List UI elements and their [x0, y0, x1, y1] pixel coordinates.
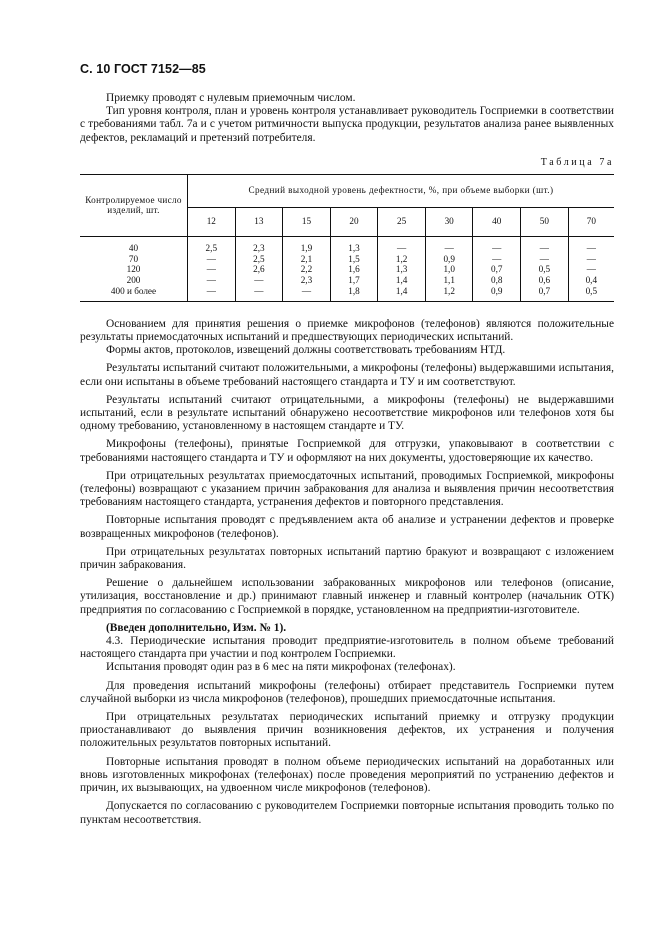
table-cell: 1,0: [425, 264, 473, 275]
table-cell: 2,1: [283, 254, 331, 265]
table-cell: —: [188, 275, 236, 286]
table-cell: —: [235, 286, 283, 301]
paragraph: 4.3. Периодические испытания проводит предприятие-изготовитель в полном объеме требований настоящего стандарта при участии и под контролем Госприемки.: [80, 635, 614, 661]
table-row: [80, 254, 614, 265]
paragraph: При отрицательных результатах повторных испытаний партию бракуют и возвращают с изложением причин забракования.: [80, 545, 614, 572]
table-cell: 1,3: [330, 236, 378, 253]
row-label: 70: [80, 254, 188, 265]
column-header: 40: [473, 207, 521, 236]
table-cell: —: [586, 264, 596, 275]
table-cell: 2,3: [283, 275, 331, 286]
document-body: [80, 92, 614, 827]
row-label: 400 и более: [80, 286, 188, 301]
paragraph: Тип уровня контроля, план и уровень контроля устанавливает руководитель Госприемки в соответствии с требованиями табл. 7а и с учетом ритмичности выпуска продукции, результатов анализа ранее выявленных дефектов, рекламаций и претензий потребителя.: [80, 105, 614, 144]
row-label: 120: [80, 264, 188, 275]
column-header: 20: [330, 207, 378, 236]
table-cell: 2,5: [235, 254, 283, 265]
paragraph: Для проведения испытаний микрофоны (телефоны) отбирает представитель Госприемки путем случайной выборки из числа микрофонов (телефонов), прошедших приемосдаточные испытания.: [80, 679, 614, 705]
table-cell: 0,7: [473, 264, 521, 275]
table-cell: —: [521, 254, 569, 265]
paragraph: Основанием для принятия решения о приемке микрофонов (телефонов) являются положительные результаты приемосдаточных испытаний и предшествующих периодических испытаний.: [80, 317, 614, 343]
table-cell: —: [188, 264, 236, 275]
column-header: 25: [378, 207, 426, 236]
table-cell: —: [283, 286, 331, 301]
column-header: 70: [568, 207, 614, 236]
column-header: 50: [521, 207, 569, 236]
table-cell: —: [521, 236, 569, 253]
table-cell: —: [425, 236, 473, 253]
table-cell: 0,4: [585, 275, 598, 286]
table-cell: 1,9: [283, 236, 331, 253]
table-cell: 0,5: [521, 264, 569, 275]
column-header: 13: [235, 207, 283, 236]
amendment-note: (Введен дополнительно, Изм. № 1).: [106, 621, 287, 634]
table-cell: —: [586, 242, 596, 253]
paragraph: Результаты испытаний считают отрицательными, а микрофоны (телефоны) не выдержавшими испытаний, если в результате испытаний обнаружено несоответствие микрофонов или телефонов хотя бы одному требованию, установленному в настоящем стандарте и ТУ.: [80, 393, 614, 433]
table-cell: —: [188, 286, 236, 301]
paragraph: Результаты испытаний считают положительными, а микрофоны (телефоны) выдержавшими испытания, если они испытаны в объеме требований настоящего стандарта и ТУ и им соответствуют.: [80, 362, 614, 388]
page-header: С. 10 ГОСТ 7152—85: [80, 62, 206, 76]
table-row: [80, 236, 614, 253]
column-header: 30: [425, 207, 473, 236]
table-cell: 0,6: [521, 275, 569, 286]
table-row: [80, 264, 614, 275]
table-cell: 1,2: [425, 286, 473, 301]
table-cell: 2,2: [283, 264, 331, 275]
table-cell: 1,5: [330, 254, 378, 265]
paragraph: Микрофоны (телефоны), принятые Госприемкой для отгрузки, упаковывают в соответствии с требованиями настоящего стандарта и ТУ и оформляют на них документы, удостоверяющие их качество.: [80, 438, 614, 464]
paragraph: Повторные испытания проводят с предъявлением акта об анализе и устранении дефектов и проверке возвращенных микрофонов (телефонов).: [80, 514, 614, 540]
paragraph: Формы актов, протоколов, извещений должны соответствовать требованиям НТД.: [106, 344, 506, 357]
table-span-header: Средний выходной уровень дефектности, %, при объеме выборки (шт.): [188, 174, 615, 207]
table-stub-header: Контролируемое число изделий, шт.: [80, 174, 188, 236]
table-cell: 1,7: [330, 275, 378, 286]
table-cell: 1,8: [330, 286, 378, 301]
table-cell: —: [235, 275, 283, 286]
table-cell: 1,6: [330, 264, 378, 275]
paragraph: Допускается по согласованию с руководителем Госприемки повторные испытания проводить только по пунктам несоответствия.: [80, 800, 614, 826]
table-cell: 0,5: [568, 286, 614, 301]
table-cell: 1,1: [425, 275, 473, 286]
table-cell: —: [378, 236, 426, 253]
paragraph: Приемку проводят с нулевым приемочным числом.: [106, 92, 356, 104]
row-label: 40: [80, 236, 188, 253]
row-label: 200: [80, 275, 188, 286]
table-cell: 0,7: [521, 286, 569, 301]
table-cell: —: [586, 253, 596, 264]
paragraph: Решение о дальнейшем использовании забракованных микрофонов или телефонов (описание, утилизация, восстановление и др.) принимают главный инженер и главный контролер (начальник ОТК) предприятия по согласованию с Госприемкой в порядке, установленном на предприятии-изготовителе.: [80, 577, 614, 616]
table-title: Таблица 7а: [540, 156, 614, 168]
table-row: [80, 286, 614, 301]
table-cell: 1,3: [378, 264, 426, 275]
table-cell: 2,6: [235, 264, 283, 275]
table-row: [80, 275, 614, 286]
defect-level-table: [80, 174, 614, 302]
table-cell: 1,2: [378, 254, 426, 265]
paragraph: Повторные испытания проводят в полном объеме периодических испытаний на доработанных или вновь изготовленных микрофонах (телефонах) после проведения мероприятий по устранению дефектов и причин, их вызывающих, на удвоенном числе микрофонов (телефонов).: [80, 755, 614, 795]
table-cell: —: [473, 254, 521, 265]
table-cell: 0,9: [425, 254, 473, 265]
table-cell: 0,8: [473, 275, 521, 286]
table-cell: —: [188, 254, 236, 265]
column-header: 15: [283, 207, 331, 236]
table-cell: 1,4: [378, 275, 426, 286]
column-header: 12: [188, 207, 236, 236]
paragraph: Испытания проводят один раз в 6 мес на пяти микрофонах (телефонах).: [106, 661, 456, 674]
paragraph: При отрицательных результатах периодических испытаний приемку и отгрузку продукции приостанавливают до выявления причин возникновения дефектов, их устранения и получения положительных результатов повторных испытаний.: [80, 711, 614, 750]
paragraph: При отрицательных результатах приемосдаточных испытаний, проводимых Госприемкой, микрофоны (телефоны) возвращают с указанием причин забракования для анализа и выявления причин несоответствия требованиям настоящего стандарта, устранения дефектов и повторного представления.: [80, 469, 614, 509]
table-cell: 1,4: [378, 286, 426, 301]
table-cell: 0,9: [473, 286, 521, 301]
table-cell: 2,5: [188, 236, 236, 253]
table-cell: —: [473, 236, 521, 253]
table-cell: 2,3: [235, 236, 283, 253]
